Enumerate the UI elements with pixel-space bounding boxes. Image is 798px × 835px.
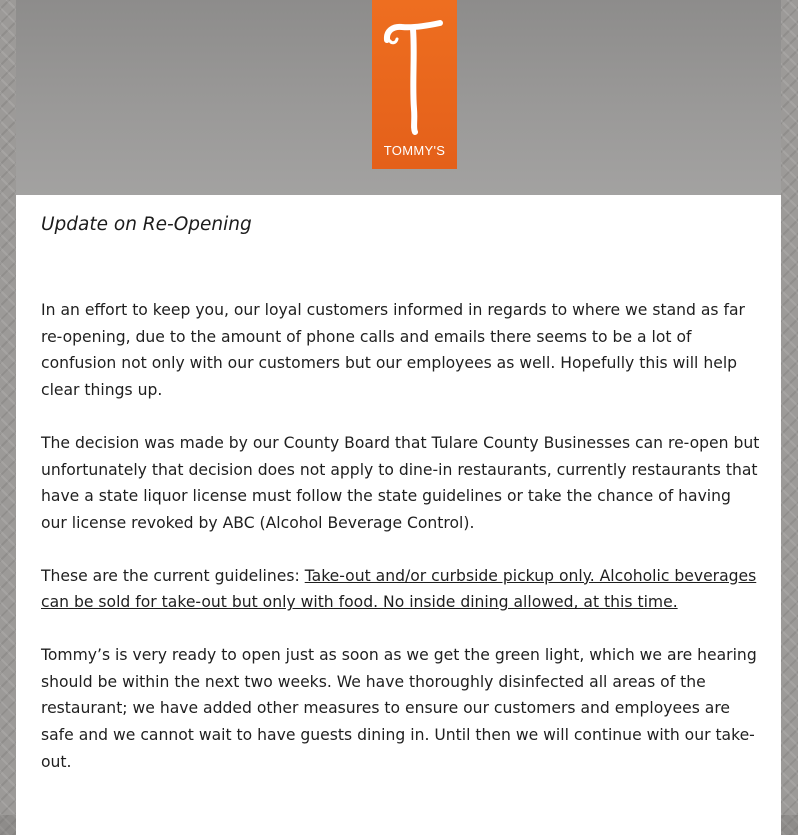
paragraph-intro: In an effort to keep you, our loyal customers informed in regards to where we stand as far re-opening, due to the amount of phone calls and emails there seems to be a lot of confusion not only with our customers but our employees as well. Hopefully this will help clear things up. (41, 301, 745, 400)
email-body-card (16, 195, 781, 835)
right-texture-border (781, 0, 798, 815)
email-header-banner (16, 0, 781, 195)
logo-t-mark-icon (382, 14, 447, 136)
paragraph-ready-to-open: Tommy’s is very ready to open just as soon as we get the green light, which we are hearing should be within the next two weeks. We have thoroughly disinfected all areas of the restaurant; we have added other measures to ensure our customers and employees are safe and we cannot wait to have guests dining in. Until then we will continue with our take-out. (41, 646, 757, 771)
article-content (41, 211, 761, 776)
paragraph-guidelines (41, 563, 761, 616)
liquor-license-text: currently restaurants that have a state liquor license must follow the state guidelines or take the chance of having our license revoked by ABC (Alcohol Beverage Control). (41, 460, 758, 532)
tommys-logo[interactable] (372, 0, 457, 169)
logo-brand-name: TOMMY'S (383, 143, 446, 158)
left-texture-border (0, 0, 16, 815)
guidelines-underlined: Take-out and/or curbside pickup only. Alcoholic beverages can be sold for take-out but only with food. No inside dining allowed, at this time. (41, 566, 757, 612)
article-title: Update on Re-Opening (41, 214, 252, 235)
paragraph-county-decision (41, 430, 761, 537)
guidelines-lead: These are the current guidelines: (41, 566, 305, 585)
county-decision-text: The decision was made by our County Board that Tulare County Businesses can re-open but unfortunately that decision does not apply to dine-in restaurants, (41, 433, 760, 479)
